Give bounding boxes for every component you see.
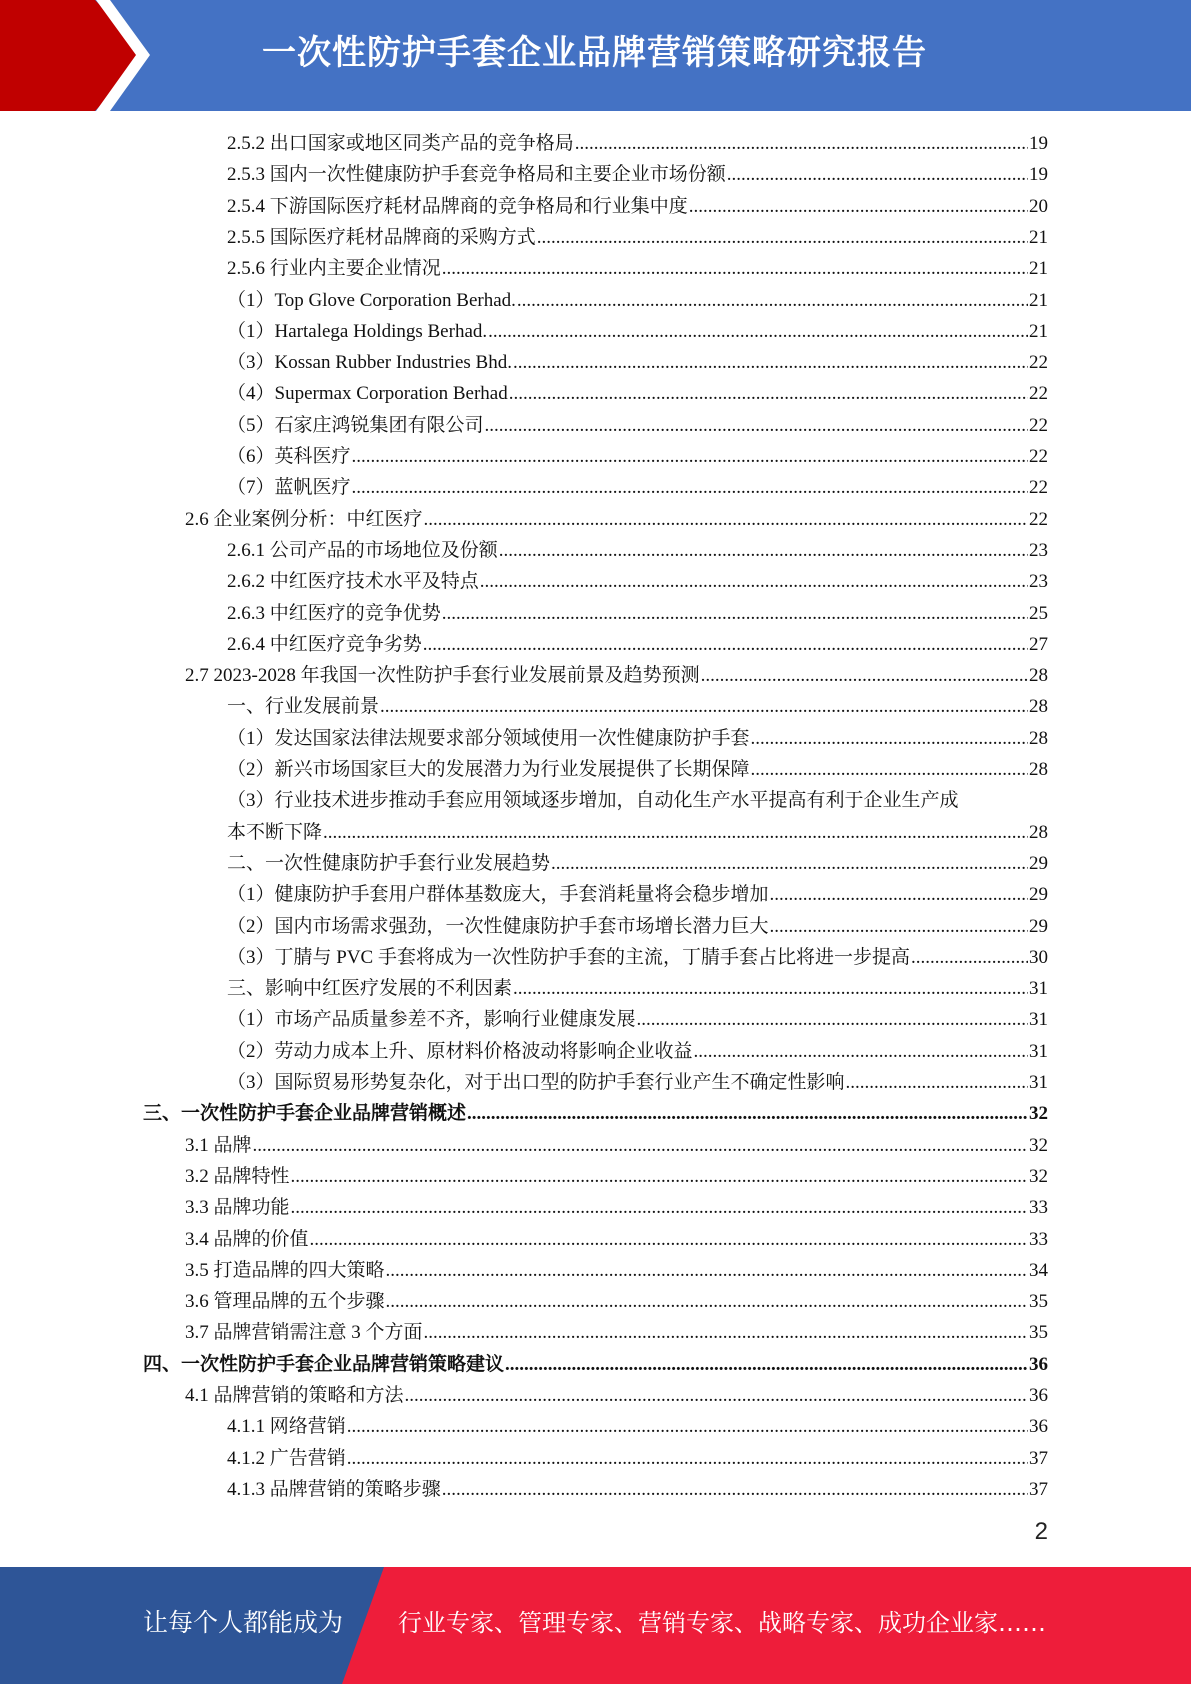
- toc-entry[interactable]: [227, 191, 1048, 222]
- toc-entry[interactable]: [185, 1317, 1048, 1348]
- toc-entry-page: 28: [1029, 665, 1048, 687]
- toc-dot-leader: [291, 1161, 1028, 1192]
- toc-entry-title: （1）Top Glove Corporation Berhad.: [227, 289, 516, 311]
- toc-entry[interactable]: [185, 1130, 1048, 1161]
- toc-dot-leader: [424, 1317, 1028, 1348]
- toc-dot-leader: [770, 879, 1028, 910]
- toc-entry[interactable]: [227, 785, 1048, 816]
- toc-entry-title: 2.5.2 出口国家或地区同类产品的竞争格局: [227, 133, 574, 154]
- toc-entry-page: 33: [1029, 1228, 1048, 1250]
- toc-entry[interactable]: [227, 410, 1048, 441]
- toc-entry-page: 23: [1029, 571, 1048, 593]
- toc-entry-page: 32: [1029, 1103, 1048, 1125]
- toc-entry[interactable]: [227, 316, 1048, 347]
- toc-entry[interactable]: [227, 566, 1048, 597]
- page-number: 2: [1034, 1518, 1048, 1545]
- toc-dot-leader: [509, 378, 1028, 409]
- toc-entry-page: 19: [1029, 164, 1048, 186]
- toc-dot-leader: [442, 598, 1028, 629]
- toc-dot-leader: [751, 723, 1028, 754]
- toc-entry[interactable]: [227, 848, 1048, 879]
- toc-entry[interactable]: [227, 942, 1048, 973]
- toc-entry-page: 19: [1029, 133, 1048, 154]
- toc-entry-page: 22: [1029, 477, 1048, 499]
- toc-dot-leader: [485, 410, 1028, 441]
- toc-entry-page: 22: [1029, 383, 1048, 405]
- toc-entry-title: 4.1.3 品牌营销的策略步骤: [227, 1478, 441, 1500]
- toc-entry-page: 22: [1029, 414, 1048, 436]
- toc-entry[interactable]: [227, 1411, 1048, 1442]
- toc-entry-page: 36: [1029, 1353, 1048, 1375]
- toc-entry-title: （7）蓝帆医疗: [227, 477, 351, 499]
- toc-entry[interactable]: [227, 879, 1048, 910]
- toc-entry-page: 27: [1029, 633, 1048, 655]
- toc-entry[interactable]: [185, 1286, 1048, 1317]
- toc-dot-leader: [291, 1192, 1028, 1223]
- toc-entry-page: 31: [1029, 1009, 1048, 1031]
- toc-entry-page: 37: [1029, 1447, 1048, 1469]
- toc-entry-page: 31: [1029, 1072, 1048, 1093]
- toc-entry[interactable]: [185, 1380, 1048, 1411]
- toc-entry-title: （1）健康防护手套用户群体基数庞大，手套消耗量将会稳步增加: [227, 884, 769, 906]
- toc-entry-page: 28: [1029, 821, 1048, 843]
- toc-dot-leader: [467, 1098, 1028, 1129]
- toc-dot-leader: [846, 1067, 1028, 1098]
- toc-entry[interactable]: [185, 1255, 1048, 1286]
- toc-dot-leader: [637, 1004, 1028, 1035]
- toc-entry-title: 3.3 品牌功能: [185, 1197, 290, 1219]
- toc-entry-title: （6）英科医疗: [227, 446, 351, 467]
- toc-entry-title: 2.6.3 中红医疗的竞争优势: [227, 602, 441, 624]
- toc-entry-title: （2）劳动力成本上升、原材料价格波动将影响企业收益: [227, 1040, 693, 1062]
- footer-slogan-left: 让每个人都能成为: [143, 1608, 344, 1637]
- toc-entry-title: 3.7 品牌营销需注意 3 个方面: [185, 1322, 423, 1344]
- toc-entry-title: （4）Supermax Corporation Berhad: [227, 383, 508, 405]
- toc-entry[interactable]: [227, 378, 1048, 409]
- toc-entry-page: 32: [1029, 1165, 1048, 1187]
- toc-entry[interactable]: [227, 128, 1048, 159]
- toc-dot-leader: [405, 1380, 1028, 1411]
- toc-dot-leader: [386, 1255, 1028, 1286]
- toc-entry-title: （3）丁腈与 PVC 手套将成为一次性防护手套的主流，丁腈手套占比将进一步提高: [227, 946, 910, 968]
- toc-dot-leader: [513, 347, 1028, 378]
- toc-entry-title: （3）Kossan Rubber Industries Bhd.: [227, 352, 512, 374]
- toc-dot-leader: [701, 660, 1028, 691]
- toc-dot-leader: [505, 1349, 1028, 1380]
- toc-entry-title: 3.4 品牌的价值: [185, 1228, 309, 1250]
- toc-entry-title: 2.6.4 中红医疗竞争劣势: [227, 633, 422, 655]
- toc-entry[interactable]: [227, 441, 1048, 472]
- toc-dot-leader: [727, 159, 1028, 190]
- toc-dot-leader: [424, 504, 1028, 535]
- toc-entry[interactable]: [227, 285, 1048, 316]
- toc-entry[interactable]: [227, 159, 1048, 190]
- toc-entry[interactable]: [227, 1474, 1048, 1505]
- toc-entry[interactable]: [185, 504, 1048, 535]
- toc-entry-page: 20: [1029, 195, 1048, 217]
- page-header: [0, 0, 1191, 111]
- toc-entry-title: 三、影响中红医疗发展的不利因素: [227, 978, 513, 1000]
- toc-entry-title: （3）行业技术进步推动手套应用领域逐步增加，自动化生产水平提高有利于企业生产成: [227, 790, 959, 812]
- toc-entry[interactable]: [227, 598, 1048, 629]
- toc-entry-title: 2.6 企业案例分析：中红医疗: [185, 508, 423, 530]
- toc-entry[interactable]: [227, 1067, 1048, 1098]
- toc-dot-leader: [551, 848, 1028, 879]
- toc-entry-page: 31: [1029, 1040, 1048, 1062]
- toc-dot-leader: [352, 441, 1028, 472]
- toc-dot-leader: [347, 1411, 1028, 1442]
- toc-entry[interactable]: [185, 1161, 1048, 1192]
- toc-dot-leader: [442, 253, 1028, 284]
- toc-dot-leader: [689, 191, 1028, 222]
- page-footer: [0, 1567, 1191, 1684]
- toc-entry-page: 28: [1029, 759, 1048, 780]
- toc-dot-leader: [751, 754, 1028, 785]
- toc-entry-title: （1）发达国家法律法规要求部分领域使用一次性健康防护手套: [227, 727, 750, 749]
- toc-dot-leader: [310, 1224, 1028, 1255]
- toc-entry-title: 三、一次性防护手套企业品牌营销概述: [143, 1103, 467, 1125]
- toc-entry-page: 29: [1029, 884, 1048, 906]
- toc-entry-title: 2.6.2 中红医疗技术水平及特点: [227, 571, 479, 593]
- toc-entry-page: 28: [1029, 727, 1048, 749]
- toc-entry-title: 3.6 管理品牌的五个步骤: [185, 1291, 385, 1313]
- toc-entry-page: 36: [1029, 1416, 1048, 1438]
- toc-dot-leader: [480, 566, 1028, 597]
- toc-dot-leader: [347, 1443, 1028, 1474]
- toc-dot-leader: [911, 942, 1028, 973]
- toc-entry[interactable]: [185, 1192, 1048, 1223]
- toc-entry[interactable]: [227, 629, 1048, 660]
- toc-entry-page: 22: [1029, 446, 1048, 467]
- toc-entry-page: 32: [1029, 1134, 1048, 1156]
- toc-entry-page: 35: [1029, 1291, 1048, 1313]
- toc-entry[interactable]: [227, 911, 1048, 942]
- toc-entry[interactable]: [227, 691, 1048, 722]
- toc-dot-leader: [386, 1286, 1028, 1317]
- toc-entry[interactable]: [227, 535, 1048, 566]
- toc-entry[interactable]: [143, 1098, 1048, 1129]
- toc-entry[interactable]: [227, 222, 1048, 253]
- toc-entry-title: 4.1 品牌营销的策略和方法: [185, 1385, 404, 1406]
- toc-entry-title: 本不断下降: [227, 821, 323, 843]
- toc-entry-page: 22: [1029, 352, 1048, 374]
- toc-dot-leader: [442, 1474, 1028, 1505]
- toc-entry-title: 3.1 品牌: [185, 1134, 252, 1156]
- toc-entry-page: 29: [1029, 915, 1048, 937]
- toc-entry[interactable]: [227, 723, 1048, 754]
- toc-entry[interactable]: [227, 1036, 1048, 1067]
- toc-entry-title: 4.1.2 广告营销: [227, 1447, 346, 1469]
- toc-entry-page: 21: [1029, 258, 1048, 280]
- toc-entry-title: （3）国际贸易形势复杂化，对于出口型的防护手套行业产生不确定性影响: [227, 1072, 845, 1093]
- toc-entry-page: 34: [1029, 1259, 1048, 1281]
- toc-entry-title: （2）新兴市场国家巨大的发展潜力为行业发展提供了长期保障: [227, 759, 750, 780]
- toc-entry-title: 2.6.1 公司产品的市场地位及份额: [227, 539, 498, 561]
- toc-entry-title: 2.5.6 行业内主要企业情况: [227, 258, 441, 280]
- toc-entry-page: 36: [1029, 1385, 1048, 1406]
- toc-dot-leader: [423, 629, 1028, 660]
- toc-entry[interactable]: [227, 347, 1048, 378]
- toc-dot-leader: [352, 472, 1028, 503]
- toc-entry-page: 25: [1029, 602, 1048, 624]
- toc-entry-title: 4.1.1 网络营销: [227, 1416, 346, 1438]
- toc-dot-leader: [253, 1130, 1028, 1161]
- toc-dot-leader: [537, 222, 1028, 253]
- toc-entry-title: 3.2 品牌特性: [185, 1165, 290, 1187]
- toc-dot-leader: [513, 973, 1028, 1004]
- toc-entry[interactable]: [227, 754, 1048, 785]
- toc-entry-title: 2.5.5 国际医疗耗材品牌商的采购方式: [227, 226, 536, 248]
- toc-entry-title: （5）石家庄鸿锐集团有限公司: [227, 414, 484, 436]
- toc-entry-page: 28: [1029, 696, 1048, 718]
- toc-dot-leader: [694, 1036, 1028, 1067]
- toc-entry[interactable]: [143, 1349, 1048, 1380]
- toc-entry[interactable]: [227, 1004, 1048, 1035]
- report-title: 一次性防护手套企业品牌营销策略研究报告: [262, 33, 927, 73]
- toc-dot-leader: [770, 911, 1028, 942]
- toc-entry-page: 31: [1029, 978, 1048, 1000]
- toc-entry[interactable]: [227, 817, 1048, 848]
- toc-entry[interactable]: [227, 1443, 1048, 1474]
- toc-entry-page: 29: [1029, 852, 1048, 874]
- toc-dot-leader: [575, 128, 1028, 159]
- toc-dot-leader: [323, 817, 1028, 848]
- toc-entry[interactable]: [185, 660, 1048, 691]
- toc-entry-title: 3.5 打造品牌的四大策略: [185, 1259, 385, 1281]
- toc-entry-title: 四、一次性防护手套企业品牌营销策略建议: [143, 1353, 505, 1375]
- toc-entry-page: 35: [1029, 1322, 1048, 1344]
- toc-entry-page: 21: [1029, 320, 1048, 342]
- toc-entry-title: 2.5.4 下游国际医疗耗材品牌商的竞争格局和行业集中度: [227, 195, 688, 217]
- footer-slogan-right: 行业专家、管理专家、营销专家、战略专家、成功企业家……: [398, 1609, 1046, 1637]
- toc-entry-page: 30: [1029, 946, 1048, 968]
- toc-entry[interactable]: [227, 253, 1048, 284]
- toc-entry-title: （1）市场产品质量参差不齐，影响行业健康发展: [227, 1009, 636, 1031]
- toc-entry-title: （1）Hartalega Holdings Berhad.: [227, 320, 488, 342]
- toc-entry-page: 21: [1029, 289, 1048, 311]
- toc-entry-title: （2）国内市场需求强劲，一次性健康防护手套市场增长潜力巨大: [227, 915, 769, 937]
- toc-dot-leader: [380, 691, 1028, 722]
- toc-entry-page: 37: [1029, 1478, 1048, 1500]
- toc-entry-title: 2.7 2023-2028 年我国一次性防护手套行业发展前景及趋势预测: [185, 665, 700, 687]
- toc-entry-title: 一、行业发展前景: [227, 696, 380, 718]
- toc-entry-page: 21: [1029, 226, 1048, 248]
- toc-entry-title: 二、一次性健康防护手套行业发展趋势: [227, 852, 551, 874]
- toc-entry-title: 2.5.3 国内一次性健康防护手套竞争格局和主要企业市场份额: [227, 164, 726, 186]
- toc-entry-page: 23: [1029, 539, 1048, 561]
- toc-entry-page: 33: [1029, 1197, 1048, 1219]
- toc-dot-leader: [488, 316, 1028, 347]
- toc-entry-page: 22: [1029, 508, 1048, 530]
- toc-dot-leader: [517, 285, 1028, 316]
- toc-dot-leader: [499, 535, 1028, 566]
- toc-entry[interactable]: [185, 1224, 1048, 1255]
- toc-entry[interactable]: [227, 973, 1048, 1004]
- toc-entry[interactable]: [227, 472, 1048, 503]
